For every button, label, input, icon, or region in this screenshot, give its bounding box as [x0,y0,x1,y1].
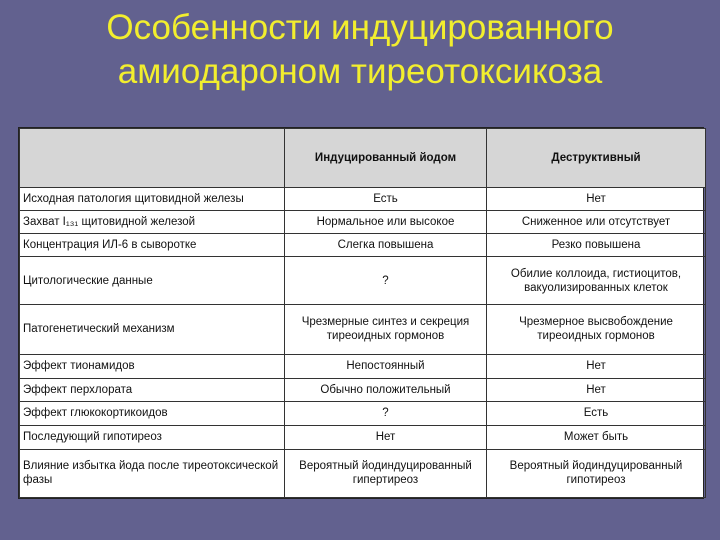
row-iodine-value: ? [285,401,487,425]
table-row [20,257,706,305]
row-iodine-value: Обычно положительный [285,378,487,401]
header-cell-iodine: Индуцированный йодом [285,129,487,188]
row-param: Цитологические данные [20,257,285,305]
row-iodine-value: ? [285,257,487,305]
row-iodine-value: Нет [285,425,487,449]
row-destructive-value: Обилие коллоида, гистиоцитов, вакуолизированных клеток [487,257,706,305]
row-destructive-value: Есть [487,401,706,425]
row-param: Захват I₁₃₁ щитовидной железой [20,211,285,234]
title-line-2: амиодароном тиреотоксикоза [117,52,603,91]
row-iodine-value: Вероятный йодиндуцированный гипертиреоз [285,449,487,497]
row-destructive-value: Резко повышена [487,234,706,257]
row-param: Эффект перхлората [20,378,285,401]
slide-title [0,6,720,94]
row-iodine-value: Чрезмерные синтез и секреция тиреоидных гормонов [285,305,487,354]
row-destructive-value: Нет [487,378,706,401]
table-row [20,234,706,257]
table-header-row [20,129,706,188]
row-param: Патогенетический механизм [20,305,285,354]
row-param: Эффект тионамидов [20,354,285,378]
row-iodine-value: Нормальное или высокое [285,211,487,234]
row-iodine-value: Слегка повышена [285,234,487,257]
row-param: Влияние избытка йода после тиреотоксической фазы [20,449,285,497]
row-iodine-value: Непостоянный [285,354,487,378]
row-param: Концентрация ИЛ-6 в сыворотке [20,234,285,257]
header-cell-empty [20,129,285,188]
row-destructive-value: Вероятный йодиндуцированный гипотиреоз [487,449,706,497]
title-line-1: Особенности индуцированного [106,8,614,47]
table-row [20,401,706,425]
row-param: Последующий гипотиреоз [20,425,285,449]
row-param: Исходная патология щитовидной железы [20,188,285,211]
table-row [20,378,706,401]
row-destructive-value: Сниженное или отсутствует [487,211,706,234]
row-destructive-value: Чрезмерное высвобождение тиреоидных гормонов [487,305,706,354]
row-destructive-value: Нет [487,188,706,211]
comparison-table [18,127,704,499]
table-row [20,211,706,234]
header-cell-destructive: Деструктивный [487,129,706,188]
row-param: Эффект глюкокортикоидов [20,401,285,425]
row-destructive-value: Может быть [487,425,706,449]
table-row [20,188,706,211]
row-destructive-value: Нет [487,354,706,378]
table-row [20,449,706,497]
table-row [20,354,706,378]
table-row [20,305,706,354]
row-iodine-value: Есть [285,188,487,211]
table-row [20,425,706,449]
